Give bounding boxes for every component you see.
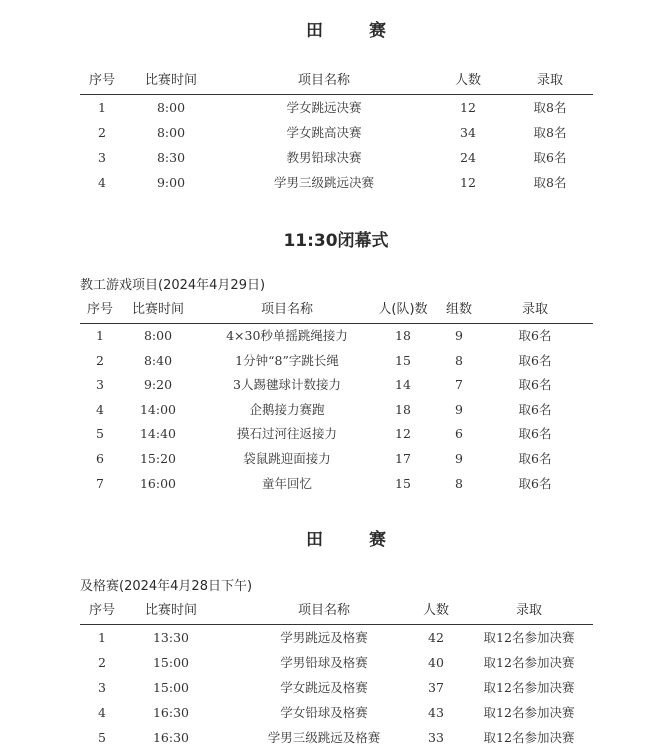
cell-admit: 取12名参加决赛 <box>483 730 575 745</box>
col-header-index: 序号 <box>88 73 115 88</box>
cell-admit: 取6名 <box>533 150 567 165</box>
cell-index: 7 <box>96 475 104 491</box>
cell-time: 15:00 <box>152 680 190 695</box>
cell-index: 2 <box>98 655 106 670</box>
cell-index: 1 <box>96 328 104 343</box>
col-header-time: 比赛时间 <box>144 73 197 88</box>
col-header-team-count: 人(队)数 <box>378 302 428 317</box>
cell-index: 2 <box>96 352 104 368</box>
table-row <box>80 398 593 423</box>
closing-ceremony-title: 11:30闭幕式 <box>283 231 389 251</box>
cell-admit: 取6名 <box>518 328 552 343</box>
cell-count: 37 <box>428 680 444 695</box>
cell-admit: 取8名 <box>533 175 567 190</box>
cell-team-count: 18 <box>395 401 411 417</box>
col-header-admit: 录取 <box>521 302 548 317</box>
table-row <box>80 145 593 170</box>
table-row <box>80 95 593 120</box>
cell-index: 4 <box>98 705 106 720</box>
cell-admit: 取6名 <box>518 450 552 466</box>
cell-count: 43 <box>428 705 444 720</box>
cell-count: 24 <box>460 150 476 165</box>
cell-event: 学女跳远决赛 <box>286 100 362 115</box>
cell-time: 16:30 <box>152 730 190 745</box>
table-row <box>80 373 593 398</box>
cell-groups: 6 <box>455 426 463 442</box>
cell-count: 42 <box>428 630 444 645</box>
cell-count: 40 <box>428 655 444 670</box>
cell-event: 摸石过河往返接力 <box>236 426 337 442</box>
cell-team-count: 12 <box>395 426 411 442</box>
cell-admit: 取12名参加决赛 <box>483 655 575 670</box>
col-header-event: 项目名称 <box>297 73 350 88</box>
cell-index: 5 <box>98 730 106 745</box>
cell-time: 14:40 <box>139 426 177 442</box>
cell-event: 学女跳高决赛 <box>286 125 362 140</box>
cell-event: 学女铅球及格赛 <box>280 705 368 720</box>
cell-admit: 取6名 <box>518 426 552 442</box>
staff-games-caption: 教工游戏项目(2024年4月29日) <box>80 278 266 293</box>
table-header <box>80 297 593 324</box>
cell-event: 1分钟“8”字跳长绳 <box>235 352 339 368</box>
cell-time: 8:30 <box>156 150 186 165</box>
cell-team-count: 14 <box>395 377 411 393</box>
cell-index: 6 <box>96 450 104 466</box>
cell-groups: 9 <box>455 328 463 343</box>
cell-time: 8:00 <box>156 100 186 115</box>
col-header-time: 比赛时间 <box>144 603 197 618</box>
qualifier-table <box>80 598 593 750</box>
cell-event: 袋鼠跳迎面接力 <box>243 450 331 466</box>
cell-index: 5 <box>96 426 104 442</box>
col-header-index: 序号 <box>88 603 115 618</box>
cell-index: 3 <box>98 150 106 165</box>
col-header-event: 项目名称 <box>260 302 313 317</box>
cell-admit: 取12名参加决赛 <box>483 680 575 695</box>
cell-time: 16:00 <box>139 475 177 491</box>
cell-time: 8:40 <box>143 352 173 368</box>
cell-event: 童年回忆 <box>261 475 312 491</box>
cell-time: 8:00 <box>156 125 186 140</box>
cell-time: 15:00 <box>152 655 190 670</box>
col-header-time: 比赛时间 <box>131 302 184 317</box>
table-row <box>80 675 593 700</box>
cell-admit: 取6名 <box>518 377 552 393</box>
cell-index: 3 <box>98 680 106 695</box>
cell-event: 学男跳远及格赛 <box>280 630 368 645</box>
cell-count: 33 <box>428 730 444 745</box>
cell-event: 学男三级跳远决赛 <box>273 175 374 190</box>
cell-admit: 取6名 <box>518 401 552 417</box>
cell-groups: 9 <box>455 450 463 466</box>
table-row <box>80 625 593 650</box>
cell-index: 2 <box>98 125 106 140</box>
table-row <box>80 120 593 145</box>
cell-time: 9:20 <box>143 377 173 393</box>
col-header-event: 项目名称 <box>297 603 350 618</box>
field-final-table <box>80 68 593 195</box>
cell-event: 学男铅球及格赛 <box>280 655 368 670</box>
qualifier-caption: 及格赛(2024年4月28日下午) <box>80 579 253 594</box>
cell-team-count: 17 <box>395 450 411 466</box>
table-row <box>80 349 593 374</box>
cell-time: 8:00 <box>143 328 173 343</box>
cell-groups: 7 <box>455 377 463 393</box>
cell-count: 34 <box>460 125 476 140</box>
section1-title: 田 赛 <box>306 21 406 41</box>
cell-groups: 8 <box>455 475 463 491</box>
staff-games-table <box>80 297 593 496</box>
cell-admit: 取8名 <box>533 125 567 140</box>
table-header <box>80 68 593 95</box>
cell-team-count: 15 <box>395 352 411 368</box>
cell-team-count: 18 <box>395 328 411 343</box>
cell-admit: 取12名参加决赛 <box>483 705 575 720</box>
cell-admit: 取12名参加决赛 <box>483 630 575 645</box>
table-row <box>80 700 593 725</box>
cell-index: 4 <box>98 175 106 190</box>
table-row <box>80 725 593 750</box>
section3-title: 田 赛 <box>306 530 406 550</box>
cell-groups: 8 <box>455 352 463 368</box>
cell-event: 学男三级跳远及格赛 <box>267 730 381 745</box>
col-header-admit: 录取 <box>515 603 542 618</box>
cell-admit: 取6名 <box>518 352 552 368</box>
cell-index: 4 <box>96 401 104 417</box>
table-row <box>80 422 593 447</box>
cell-count: 12 <box>460 100 476 115</box>
cell-event: 4×30秒单摇跳绳接力 <box>226 328 348 343</box>
cell-event: 教男铅球决赛 <box>286 150 362 165</box>
cell-count: 12 <box>460 175 476 190</box>
table-row <box>80 650 593 675</box>
cell-time: 9:00 <box>156 175 186 190</box>
cell-event: 企鹅接力赛跑 <box>249 401 325 417</box>
cell-index: 1 <box>98 100 106 115</box>
col-header-index: 序号 <box>86 302 113 317</box>
table-row <box>80 324 593 349</box>
cell-time: 13:30 <box>152 630 190 645</box>
cell-admit: 取6名 <box>518 475 552 491</box>
cell-event: 学女跳远及格赛 <box>280 680 368 695</box>
cell-team-count: 15 <box>395 475 411 491</box>
col-header-groups: 组数 <box>445 302 472 317</box>
col-header-count: 人数 <box>454 73 481 88</box>
cell-time: 14:00 <box>139 401 177 417</box>
table-row <box>80 170 593 195</box>
cell-time: 15:20 <box>139 450 177 466</box>
cell-admit: 取8名 <box>533 100 567 115</box>
col-header-count: 人数 <box>422 603 449 618</box>
cell-groups: 9 <box>455 401 463 417</box>
col-header-admit: 录取 <box>536 73 563 88</box>
table-header <box>80 598 593 625</box>
cell-index: 3 <box>96 377 104 393</box>
table-row <box>80 472 593 497</box>
cell-index: 1 <box>98 630 106 645</box>
table-row <box>80 447 593 472</box>
cell-time: 16:30 <box>152 705 190 720</box>
cell-event: 3人踢毽球计数接力 <box>233 377 341 393</box>
